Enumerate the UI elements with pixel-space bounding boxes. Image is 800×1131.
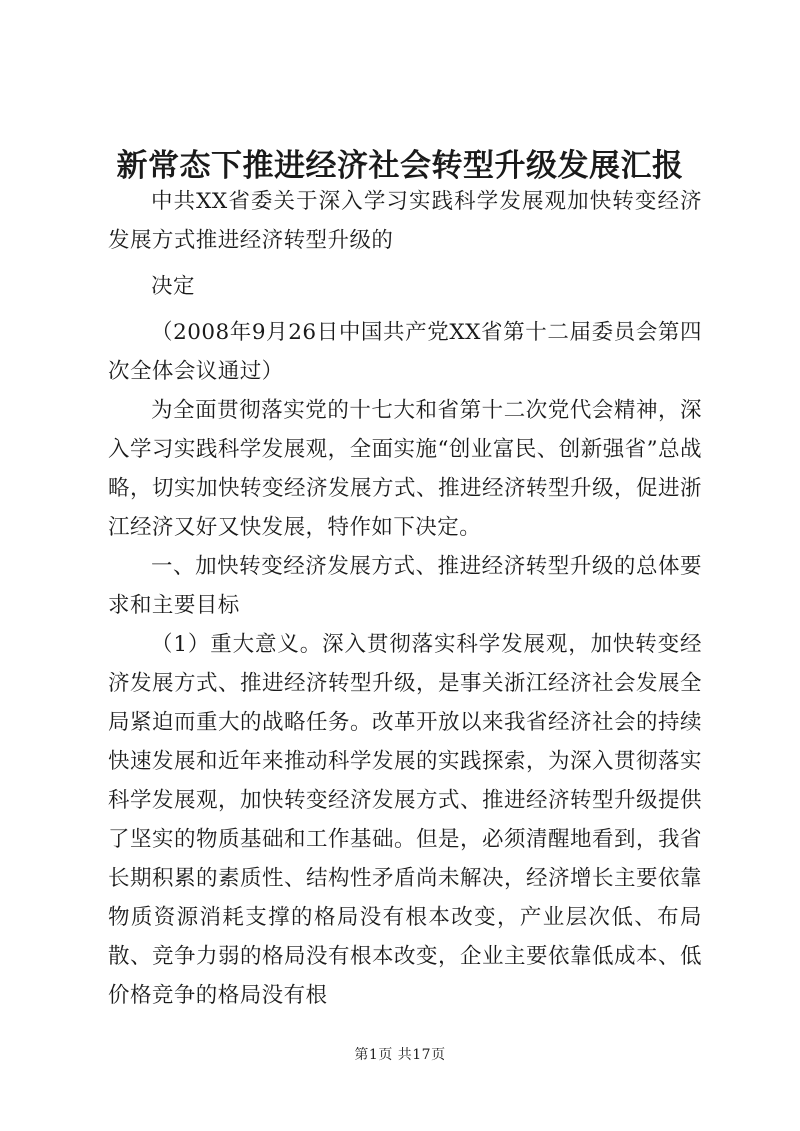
paragraph-preamble: 为全面贯彻落实党的十七大和省第十二次党代会精神，深入学习实践科学发展观，全面实施“创业富民、创新强省”总战略，切实加快转变经济发展方式、推进经济转型升级，促进浙江经济又好又快发展，特作如下决定。 [108, 398, 702, 540]
document-body [108, 182, 702, 1015]
paragraph-decision-heading: 中共XX省委关于深入学习实践科学发展观加快转变经济发展方式推进经济转型升级的 [108, 189, 702, 253]
paragraph-decision-word: 决定 [151, 274, 195, 299]
paragraph-significance: （1）重大意义。深入贯彻落实科学发展观，加快转变经济发展方式、推进经济转型升级，是事关浙江经济社会发展全局紧迫而重大的战略任务。改革开放以来我省经济社会的持续快速发展和近年来推动科学发展的实践探索，为深入贯彻落实科学发展观，加快转变经济发展方式、推进经济转型升级提供了坚实的物质基础和工作基础。但是，必须清醒地看到，我省长期积累的素质性、结构性矛盾尚未解决，经济增长主要依靠物质资源消耗支撑的格局没有根本改变，产业层次低、布局散、竞争力弱的格局没有根本改变，企业主要依靠低成本、低价格竞争的格局没有根 [108, 632, 702, 1008]
paragraph-adoption-note: （2008年9月26日中国共产党XX省第十二届委员会第四次全体会议通过） [108, 320, 702, 384]
page-indicator: 第1页 共17页 [354, 1047, 446, 1063]
document-title: 新常态下推进经济社会转型升级发展汇报 [116, 148, 684, 184]
section-heading-1: 一、加快转变经济发展方式、推进经济转型升级的总体要求和主要目标 [108, 554, 702, 618]
